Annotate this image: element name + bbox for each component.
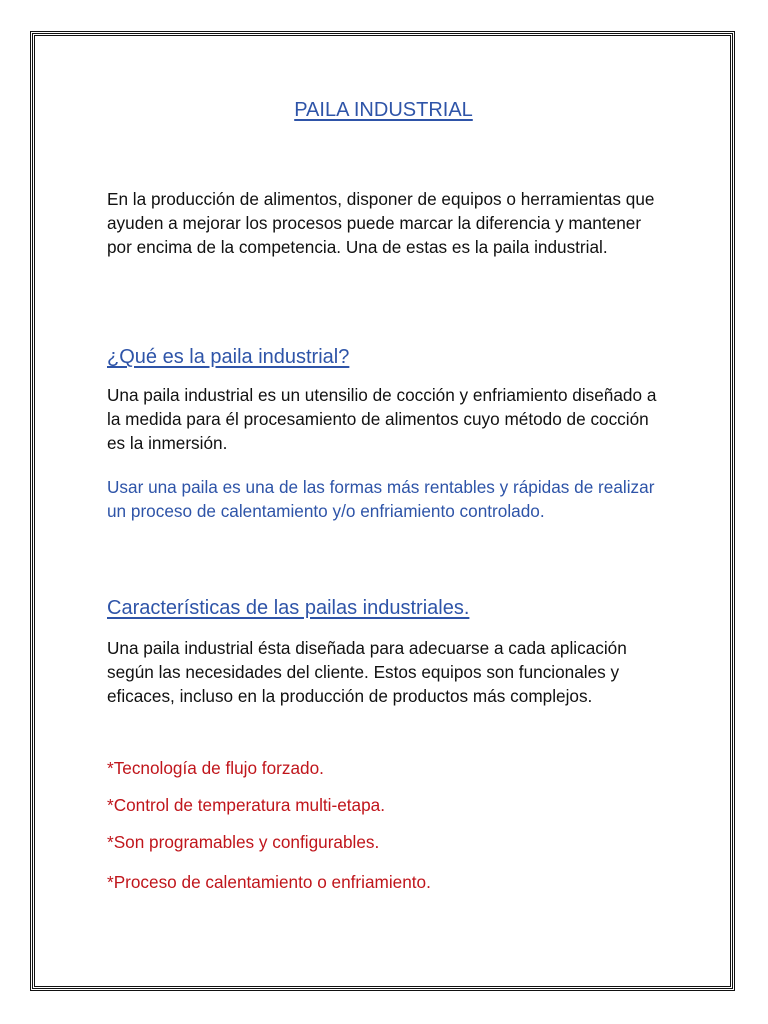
section-heading-what-is: ¿Qué es la paila industrial? bbox=[107, 346, 350, 368]
document-title: PAILA INDUSTRIAL bbox=[294, 99, 473, 121]
section-heading-features: Características de las pailas industriales. bbox=[107, 597, 470, 619]
feature-item: *Proceso de calentamiento o enfriamiento. bbox=[107, 872, 431, 892]
section-what-is-highlight: Usar una paila es una de las formas más rentables y rápidas de realizar un proceso de calentamiento y/o enfriamiento controlado. bbox=[107, 477, 655, 521]
intro-paragraph: En la producción de alimentos, disponer de equipos o herramientas que ayuden a mejorar los procesos puede marcar la diferencia y mantener por encima de la competencia. Una de estas es la paila industrial. bbox=[107, 189, 655, 257]
feature-item: *Son programables y configurables. bbox=[107, 832, 380, 852]
section-features-body: Una paila industrial ésta diseñada para adecuarse a cada aplicación según las necesidades del cliente. Estos equipos son funcionales y eficaces, incluso en la producción de productos más complejos. bbox=[107, 638, 627, 706]
section-what-is-body: Una paila industrial es un utensilio de cocción y enfriamiento diseñado a la medida para él procesamiento de alimentos cuyo método de cocción es la inmersión. bbox=[107, 385, 657, 453]
feature-item: *Tecnología de flujo forzado. bbox=[107, 758, 324, 778]
feature-item: *Control de temperatura multi-etapa. bbox=[107, 795, 386, 815]
